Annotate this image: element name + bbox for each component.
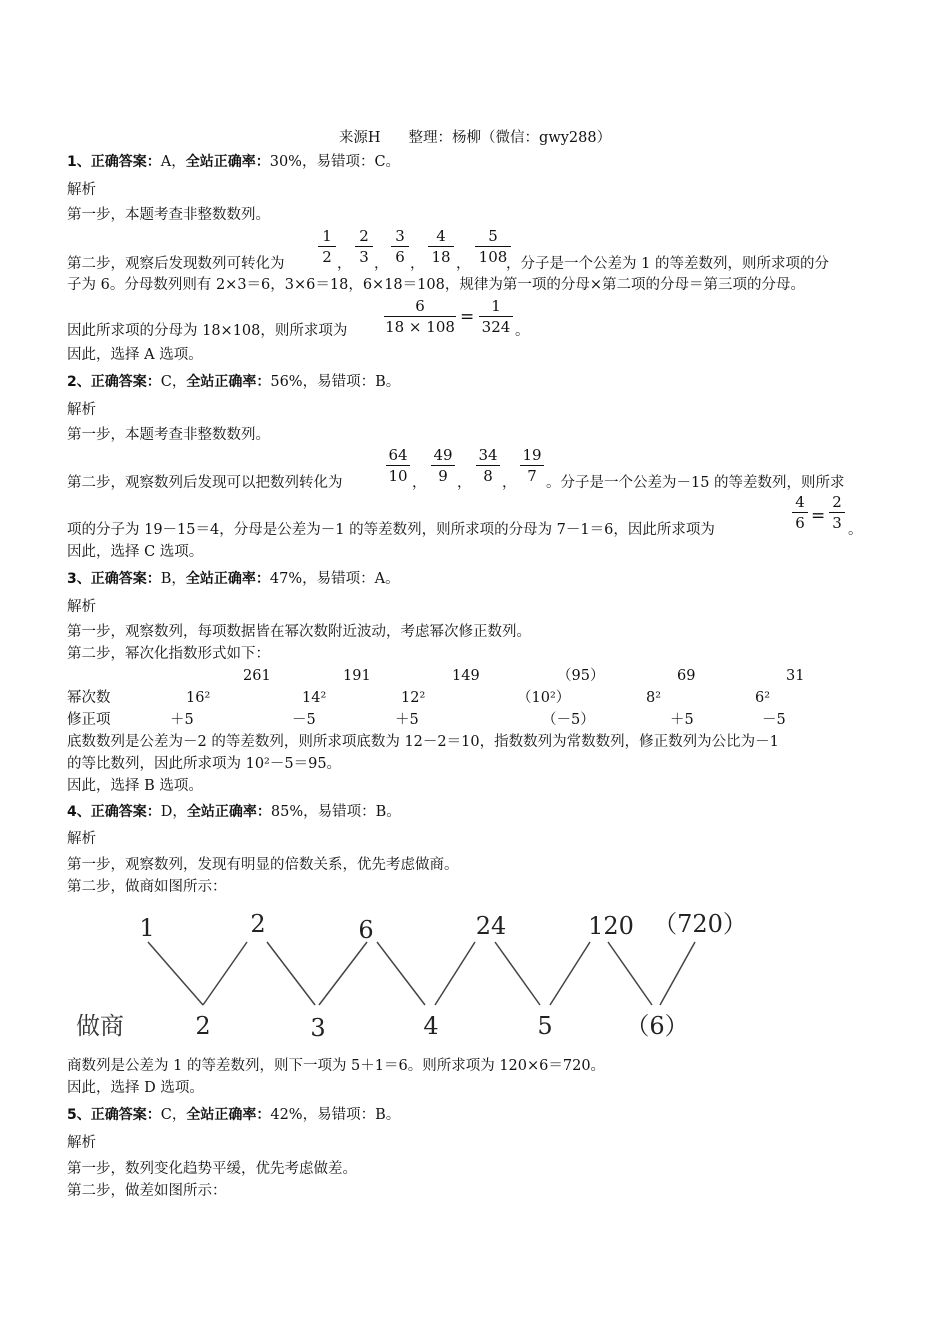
q2-fraction: $\frac{34}{8}$ — [476, 445, 500, 486]
q3-line-b: 的等比数列，因此所求项为 10²－5＝95。 — [67, 756, 342, 772]
q2-period: 。 — [848, 522, 863, 538]
q1-step2-suffix: ，分子是一个公差为 1 的等差数列，则所求项的分 — [506, 256, 829, 272]
diagram-line — [203, 942, 247, 1005]
q4-step2: 第二步，做商如图所示： — [67, 879, 227, 895]
q1-result2-fraction: $\frac{1}{324}$ — [479, 296, 513, 337]
q2-result2-fraction: $\frac{2}{3}$ — [829, 492, 845, 533]
q1-comma: ， — [410, 256, 425, 272]
q2-equals: = — [811, 506, 826, 526]
q2-title: 2、正确答案：C，全站正确率：56%，易错项：B。 — [67, 374, 401, 390]
diagram-line — [435, 942, 475, 1005]
q3-value: 149 — [452, 668, 480, 684]
q3-title: 3、正确答案：B，全站正确率：47%，易错项：A。 — [67, 571, 400, 587]
diagram-bottom-number: 4 — [423, 1012, 439, 1040]
q3-power: 14² — [302, 690, 327, 706]
header-source: 来源H — [338, 130, 381, 146]
diagram-top-number: 2 — [250, 910, 266, 938]
diagram-top-number: 1 — [139, 914, 155, 942]
q1-fraction: $\frac{2}{3}$ — [355, 226, 373, 267]
q3-step1: 第一步，观察数列，每项数据皆在幂次数附近波动，考虑幂次修正数列。 — [67, 624, 531, 640]
q2-conclusion: 因此，选择 C 选项。 — [67, 544, 204, 560]
q3-correction: ＋5 — [670, 712, 694, 728]
q3-value: 31 — [786, 668, 805, 684]
q1-comma: ， — [337, 256, 352, 272]
q3-value: 261 — [243, 668, 271, 684]
q3-value: 69 — [677, 668, 696, 684]
q3-correction: ＋5 — [395, 712, 419, 728]
q3-correction: ＋5 — [170, 712, 194, 728]
q3-line-a: 底数数列是公差为－2 的等差数列，则所求项底数为 12－2＝10，指数数列为常数数列，修正数列为公比为－1 — [67, 734, 779, 750]
q4-analysis-heading: 解析 — [67, 831, 96, 847]
diagram-top-number: 120 — [588, 912, 634, 940]
diagram-bottom-number: 5 — [537, 1012, 553, 1040]
q3-analysis-heading: 解析 — [67, 599, 96, 615]
q3-power-label: 幂次数 — [67, 690, 111, 706]
q2-step2-suffix: 。分子是一个公差为－15 的等差数列，则所求 — [546, 475, 845, 491]
q3-power: 12² — [401, 690, 426, 706]
q1-line3-prefix: 因此所求项的分母为 18×108，则所求项为 — [67, 323, 348, 339]
q2-step2-prefix: 第二步，观察数列后发现可以把数列转化为 — [67, 475, 343, 491]
diagram-bottom-number: 2 — [195, 1012, 211, 1040]
q3-value: 191 — [343, 668, 371, 684]
diagram-line — [608, 942, 652, 1005]
q2-line2-prefix: 项的分子为 19－15＝4，分母是公差为－1 的等差数列，则所求项的分母为 7－1＝6，因此所求项为 — [67, 522, 715, 538]
diagram-line — [550, 942, 590, 1005]
q4-line-a: 商数列是公差为 1 的等差数列，则下一项为 5＋1＝6。则所求项为 120×6＝720。 — [67, 1058, 606, 1074]
diagram-bottom-number: （6） — [625, 1012, 689, 1040]
q3-correction: －5 — [762, 712, 786, 728]
q2-fraction: $\frac{19}{7}$ — [520, 445, 544, 486]
q1-fraction: $\frac{3}{6}$ — [391, 226, 409, 267]
q3-value: （95） — [557, 668, 605, 684]
q3-correction-label: 修正项 — [67, 712, 111, 728]
q3-power: 16² — [186, 690, 211, 706]
q5-step1: 第一步，数列变化趋势平缓，优先考虑做差。 — [67, 1161, 357, 1177]
q1-period: 。 — [515, 323, 530, 339]
q1-comma: ， — [456, 256, 471, 272]
q3-correction: －5 — [292, 712, 316, 728]
diagram-line — [148, 942, 203, 1005]
page-header — [0, 126, 950, 147]
q5-title: 5、正确答案：C，全站正确率：42%，易错项：B。 — [67, 1107, 401, 1123]
q4-title: 4、正确答案：D，全站正确率：85%，易错项：B。 — [67, 804, 401, 820]
diagram-line — [495, 942, 540, 1005]
q1-analysis-heading: 解析 — [67, 182, 96, 198]
q2-comma: ， — [412, 475, 427, 491]
diagram-line — [377, 942, 425, 1005]
diagram-line — [660, 942, 695, 1005]
q4-step1: 第一步，观察数列，发现有明显的倍数关系，优先考虑做商。 — [67, 857, 459, 873]
q1-comma: ， — [374, 256, 389, 272]
q1-fraction: $\frac{1}{2}$ — [318, 226, 336, 267]
q2-comma: ， — [457, 475, 472, 491]
q2-comma: ， — [502, 475, 517, 491]
q1-fraction: $\frac{5}{108}$ — [475, 226, 511, 267]
q1-result-fraction: $\frac{6}{18 \times 108}$ — [385, 297, 455, 336]
diagram-top-number: 6 — [358, 916, 374, 944]
q5-analysis-heading: 解析 — [67, 1135, 96, 1151]
q3-step2: 第二步，幂次化指数形式如下： — [67, 646, 270, 662]
q2-analysis-heading: 解析 — [67, 402, 96, 418]
header-organizer: 整理：杨柳（微信：gwy288） — [408, 130, 612, 146]
q3-power: （10²） — [517, 690, 571, 706]
q1-step1: 第一步，本题考查非整数数列。 — [67, 207, 270, 223]
q1-title: 1、正确答案：A，全站正确率：30%，易错项：C。 — [67, 154, 401, 170]
q1-line2: 子为 6。分母数列则有 2×3＝6，3×6＝18，6×18＝108，规律为第一项的分母×第二项的分母＝第三项的分母。 — [67, 277, 805, 293]
q3-correction: （－5） — [542, 712, 595, 728]
diagram-bottom-number: 3 — [310, 1014, 326, 1042]
q2-fraction: $\frac{49}{9}$ — [431, 445, 455, 486]
q2-fraction: $\frac{64}{10}$ — [386, 445, 410, 486]
q1-step2-prefix: 第二步，观察后发现数列可转化为 — [67, 256, 285, 272]
q1-fraction: $\frac{4}{18}$ — [428, 226, 454, 267]
q5-step2: 第二步，做差如图所示： — [67, 1183, 227, 1199]
diagram-line — [319, 942, 367, 1005]
q3-power: 8² — [646, 690, 662, 706]
q2-result-fraction: $\frac{4}{6}$ — [792, 492, 808, 533]
q2-step1: 第一步，本题考查非整数数列。 — [67, 427, 270, 443]
q4-conclusion: 因此，选择 D 选项。 — [67, 1080, 204, 1096]
diagram-top-number: 24 — [475, 912, 507, 940]
q1-conclusion: 因此，选择 A 选项。 — [67, 347, 203, 363]
diagram-top-number: （720） — [653, 910, 747, 938]
q3-power: 6² — [755, 690, 771, 706]
q1-equals: = — [460, 307, 475, 327]
q3-conclusion: 因此，选择 B 选项。 — [67, 778, 203, 794]
diagram-label: 做商 — [76, 1012, 124, 1040]
diagram-line — [267, 942, 315, 1005]
quotient-diagram — [70, 900, 770, 1050]
